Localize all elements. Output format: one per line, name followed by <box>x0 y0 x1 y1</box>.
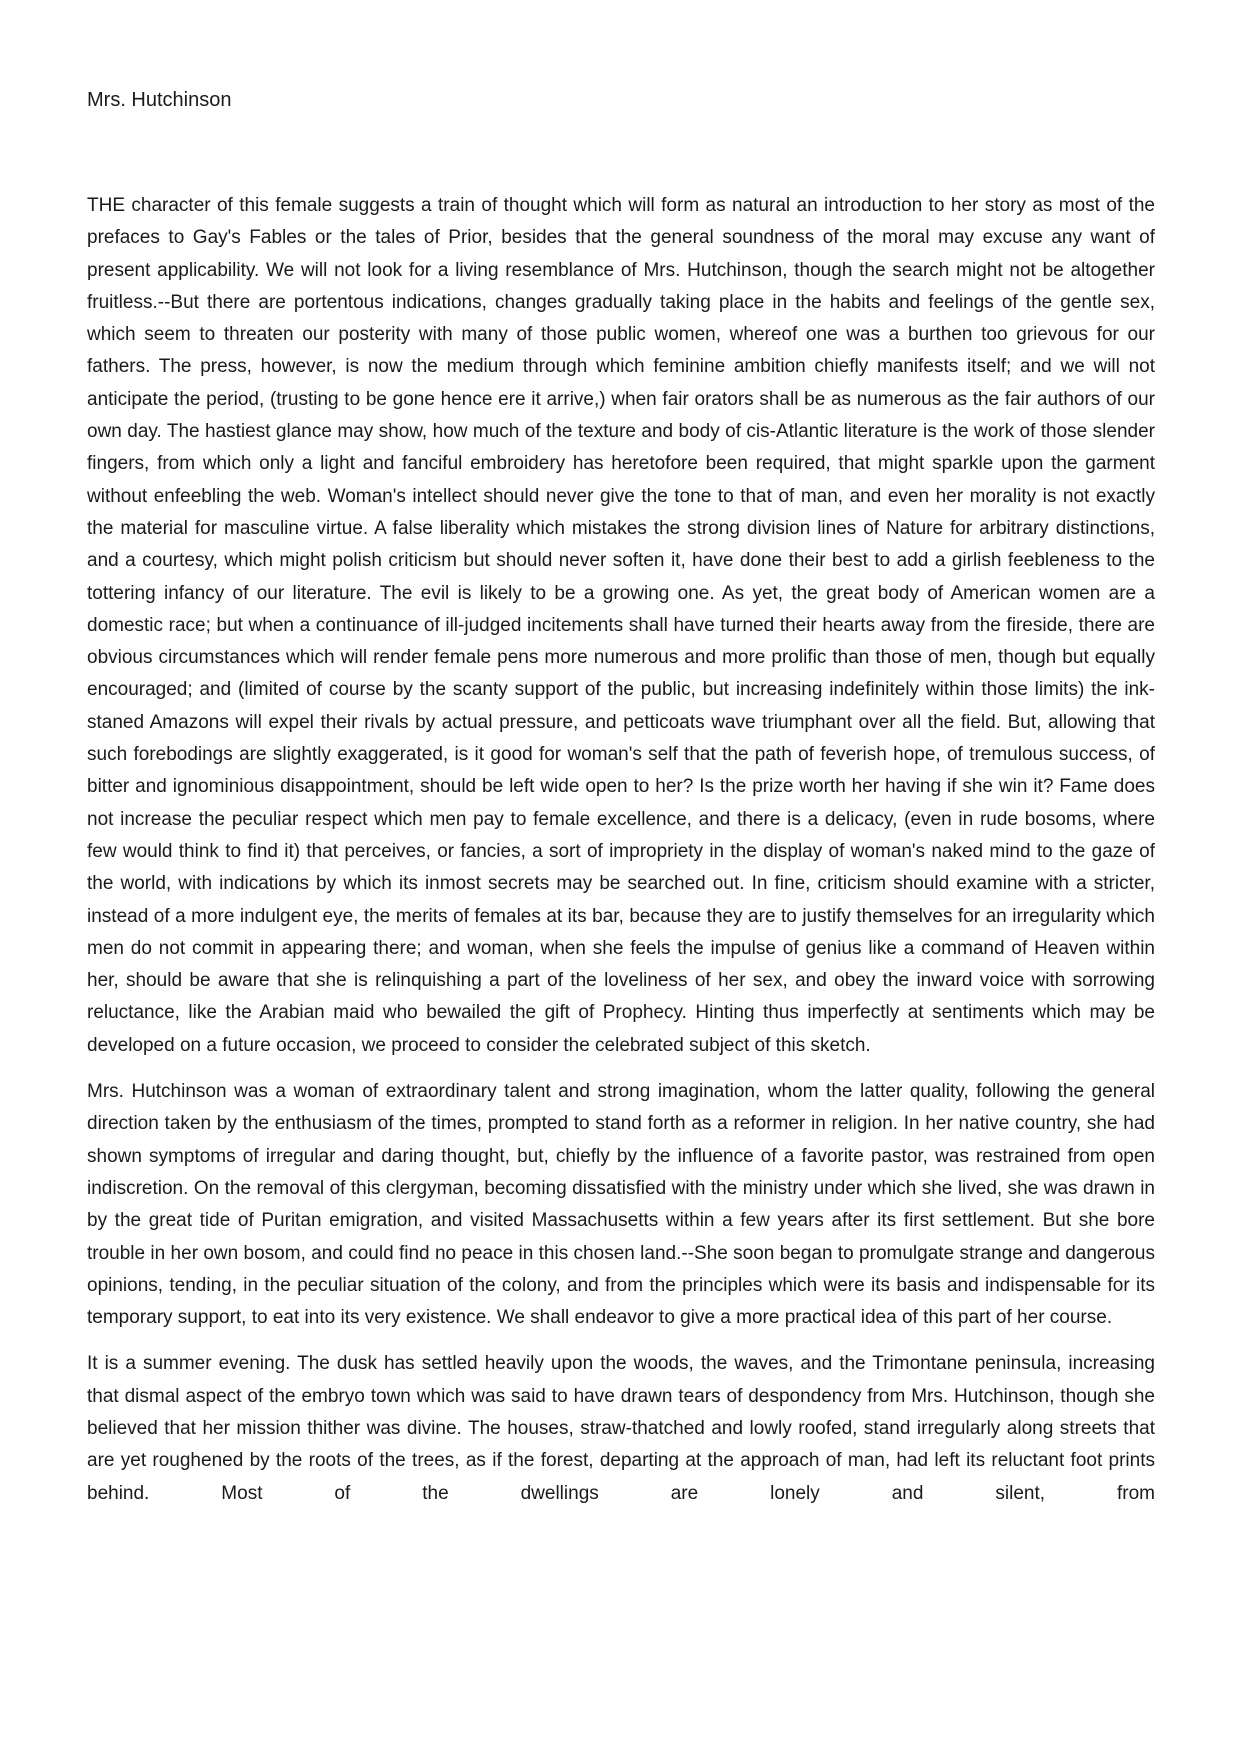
document-page <box>87 0 1155 1755</box>
paragraph-1: THE character of this female suggests a train of thought which will form as natural an introduction to her story as most of the prefaces to Gay's Fables or the tales of Prior, besides that the general soundness of the moral may excuse any want of present applicability. We will not look for a living resemblance of Mrs. Hutchinson, though the search might not be altogether fruitless.--But there are portentous indications, changes gradually taking place in the habits and feelings of the gentle sex, which seem to threaten our posterity with many of those public women, whereof one was a burthen too grievous for our fathers. The press, however, is now the medium through which feminine ambition chiefly manifests itself; and we will not anticipate the period, (trusting to be gone hence ere it arrive,) when fair orators shall be as numerous as the fair authors of our own day. The hastiest glance may show, how much of the texture and body of cis-Atlantic literature is the work of those slender fingers, from which only a light and fanciful embroidery has heretofore been required, that might sparkle upon the garment without enfeebling the web. Woman's intellect should never give the tone to that of man, and even her morality is not exactly the material for masculine virtue. A false liberality which mistakes the strong division lines of Nature for arbitrary distinctions, and a courtesy, which might polish criticism but should never soften it, have done their best to add a girlish feebleness to the tottering infancy of our literature. The evil is likely to be a growing one. As yet, the great body of American women are a domestic race; but when a continuance of ill-judged incitements shall have turned their hearts away from the fireside, there are obvious circumstances which will render female pens more numerous and more prolific than those of men, though but equally encouraged; and (limited of course by the scanty support of the public, but increasing indefinitely within those limits) the ink-staned Amazons will expel their rivals by actual pressure, and petticoats wave triumphant over all the field. But, allowing that such forebodings are slightly exaggerated, is it good for woman's self that the path of feverish hope, of tremulous success, of bitter and ignominious disappointment, should be left wide open to her? Is the prize worth her having if she win it? Fame does not increase the peculiar respect which men pay to female excellence, and there is a delicacy, (even in rude bosoms, where few would think to find it) that perceives, or fancies, a sort of impropriety in the display of woman's naked mind to the gaze of the world, with indications by which its inmost secrets may be searched out. In fine, criticism should examine with a stricter, instead of a more indulgent eye, the merits of females at its bar, because they are to justify themselves for an irregularity which men do not commit in appearing there; and woman, when she feels the impulse of genius like a command of Heaven within her, should be aware that she is relinquishing a part of the loveliness of her sex, and obey the inward voice with sorrowing reluctance, like the Arabian maid who bewailed the gift of Prophecy. Hinting thus imperfectly at sentiments which may be developed on a future occasion, we proceed to consider the celebrated subject of this sketch. <box>87 195 1155 1056</box>
document-title: Mrs. Hutchinson <box>87 89 232 111</box>
paragraph-3: It is a summer evening. The dusk has settled heavily upon the woods, the waves, and the Trimontane peninsula, increasing that dismal aspect of the embryo town which was said to have drawn tears of despondency from Mrs. Hutchinson, though she believed that her mission thither was divine. The houses, straw-thatched and lowly roofed, stand irregularly along streets that are yet roughened by the roots of the trees, as if the forest, departing at the approach of man, had left its reluctant foot prints behind. Most of the dwellings are lonely and silent, from <box>87 1353 1155 1504</box>
paragraph-2: Mrs. Hutchinson was a woman of extraordinary talent and strong imagination, whom the latter quality, following the general direction taken by the enthusiasm of the times, prompted to stand forth as a reformer in religion. In her native country, she had shown symptoms of irregular and daring thought, but, chiefly by the influence of a favorite pastor, was restrained from open indiscretion. On the removal of this clergyman, becoming dissatisfied with the ministry under which she lived, she was drawn in by the great tide of Puritan emigration, and visited Massachusetts within a few years after its first settlement. But she bore trouble in her own bosom, and could find no peace in this chosen land.--She soon began to promulgate strange and dangerous opinions, tending, in the peculiar situation of the colony, and from the principles which were its basis and indispensable for its temporary support, to eat into its very existence. We shall endeavor to give a more practical idea of this part of her course. <box>87 1081 1155 1329</box>
document-body <box>87 190 1155 1524</box>
